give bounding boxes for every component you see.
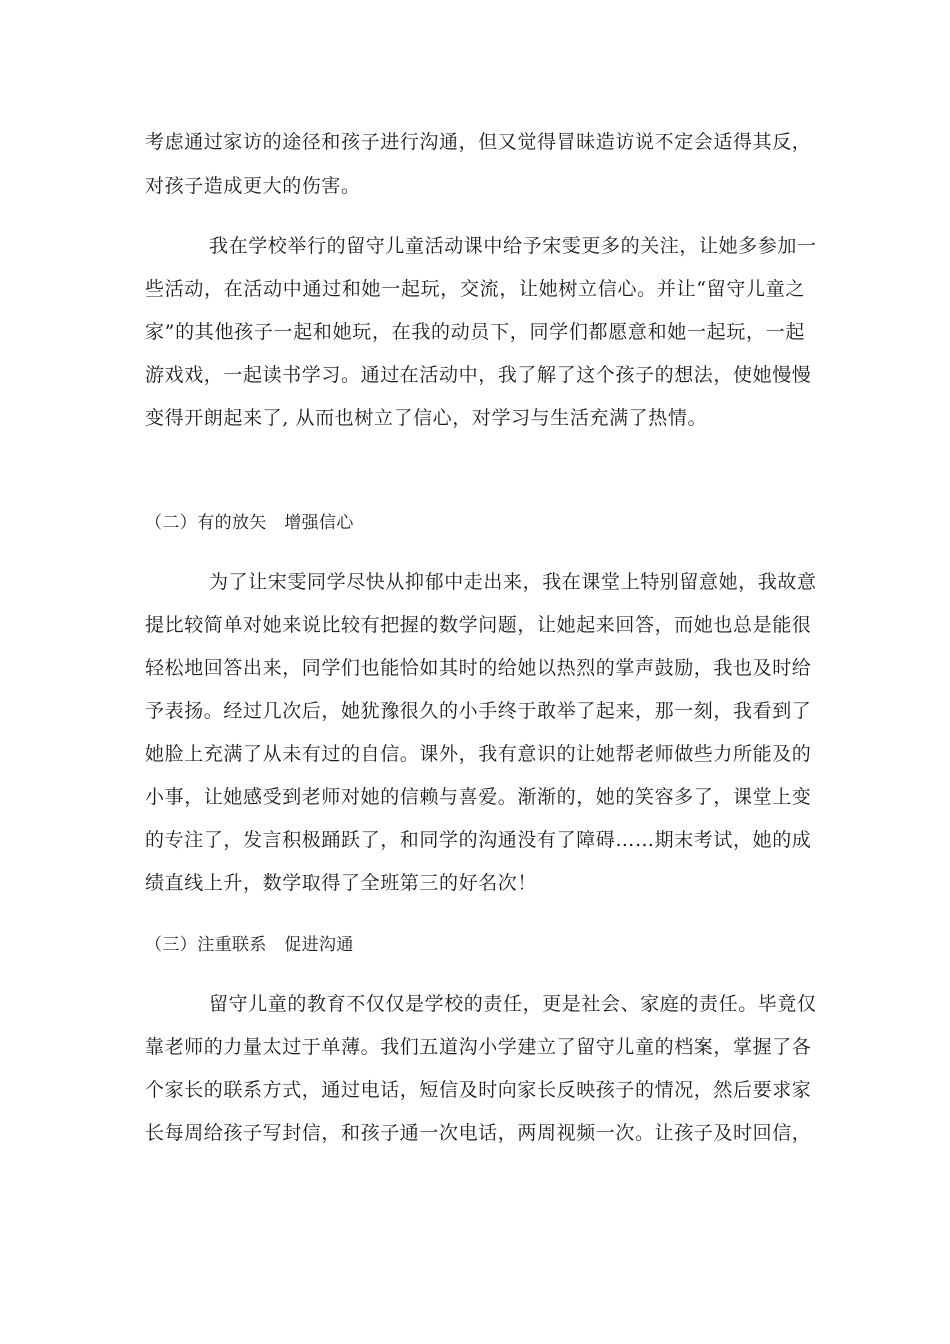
text-line: 考虑通过家访的途径和孩子进行沟通，但又觉得冒昧造访说不定会适得其反， [145,131,812,153]
section-heading: （二）有的放矢 增强信心 [145,513,354,533]
text-line: 对孩子造成更大的伤害。 [145,175,361,197]
text-line: 为了让宋雯同学尽快从抑郁中走出来，我在课堂上特别留意她，我故意 [209,571,817,593]
text-line: 提比较简单对她来说比较有把握的数学问题，让她起来回答，而她也总是能很 [145,614,812,636]
text-line: 绩直线上升，数学取得了全班第三的好名次！ [145,872,538,894]
text-line: 予表扬。经过几次后，她犹豫很久的小手终于敢举了起来，那一刻，我看到了 [145,700,812,722]
text-line: 的专注了，发言积极踊跃了，和同学的沟通没有了障碍……期末考试，她的成 [145,829,812,851]
text-line: 个家长的联系方式，通过电话，短信及时向家长反映孩子的情况，然后要求家 [145,1079,812,1101]
text-line: 小事，让她感受到老师对她的信赖与喜爱。渐渐的，她的笑容多了，课堂上变 [145,786,812,808]
section-heading: （三）注重联系 促进沟通 [145,935,354,955]
text-line: 轻松地回答出来，同学们也能恰如其时的给她以热烈的掌声鼓励，我也及时给 [145,657,812,679]
text-line: 我在学校举行的留守儿童活动课中给予宋雯更多的关注，让她多参加一 [209,235,817,257]
text-line: 留守儿童的教育不仅仅是学校的责任，更是社会、家庭的责任。毕竟仅 [209,993,817,1015]
text-line: 变得开朗起来了, 从而也树立了信心，对学习与生活充满了热情。 [145,407,708,429]
text-line: 长每周给孩子写封信，和孩子通一次电话，两周视频一次。让孩子及时回信， [145,1122,812,1144]
text-line: 些活动，在活动中通过和她一起玩，交流，让她树立信心。并让“留守儿童之 [145,278,805,300]
text-line: 游戏戏，一起读书学习。通过在活动中，我了解了这个孩子的想法，使她慢慢 [145,364,812,386]
text-line: 家”的其他孩子一起和她玩，在我的动员下，同学们都愿意和她一起玩，一起 [145,321,805,343]
text-line: 靠老师的力量太过于单薄。我们五道沟小学建立了留守儿童的档案，掌握了各 [145,1036,812,1058]
text-line: 她脸上充满了从未有过的自信。课外，我有意识的让她帮老师做些力所能及的 [145,743,812,765]
